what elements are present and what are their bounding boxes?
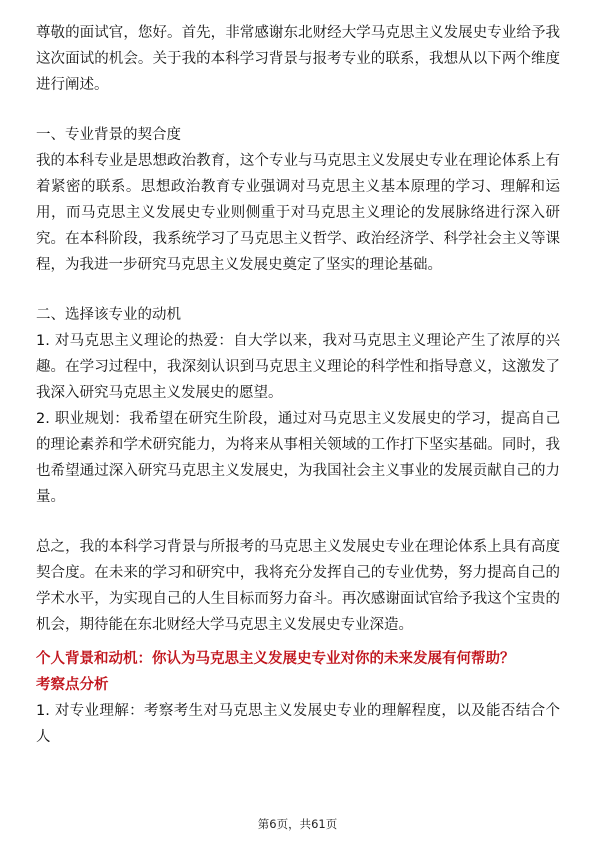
- intro-paragraph: 尊敬的面试官，您好。首先，非常感谢东北财经大学马克思主义发展史专业给予我这次面试的机会。关于我的本科学习背景与报考专业的联系，我想从以下两个维度进行阐述。: [36, 25, 560, 93]
- page-number: 第6页，共61页: [257, 817, 338, 831]
- document-body: [36, 20, 560, 750]
- section2-item2: 2. 职业规划：我希望在研究生阶段，通过对马克思主义发展史的学习，提高自己的理论素养和学术研究能力，为将来从事相关领域的工作打下坚实基础。同时，我也希望通过深入研究马克思主义发展史，为我国社会主义事业的发展贡献自己的力量。: [36, 411, 560, 505]
- section2-heading: 二、选择该专业的动机: [36, 307, 181, 323]
- question-heading: 个人背景和动机：你认为马克思主义发展史专业对你的未来发展有何帮助？: [36, 651, 515, 667]
- section1-heading: 一、专业背景的契合度: [36, 127, 181, 143]
- conclusion-paragraph: 总之，我的本科学习背景与所报考的马克思主义发展史专业在理论体系上具有高度契合度。在未来的学习和研究中，我将充分发挥自己的专业优势，努力提高自己的学术水平，为实现自己的人生目标而努力奋斗。再次感谢面试官给予我这个宝贵的机会，期待能在东北财经大学马克思主义发展史专业深造。: [36, 539, 560, 633]
- analysis-heading: 考察点分析: [36, 677, 109, 693]
- section2-item1: 1. 对马克思主义理论的热爱：自大学以来，我对马克思主义理论产生了浓厚的兴趣。在学习过程中，我深刻认识到马克思主义理论的科学性和指导意义，这激发了我深入研究马克思主义发展史的愿望。: [36, 333, 560, 401]
- analysis-item1: 1. 对专业理解：考察考生对马克思主义发展史专业的理解程度，以及能否结合个人: [36, 703, 560, 745]
- section1-paragraph: 我的本科专业是思想政治教育，这个专业与马克思主义发展史专业在理论体系上有着紧密的联系。思想政治教育专业强调对马克思主义基本原理的学习、理解和运用，而马克思主义发展史专业则侧重于对马克思主义理论的发展脉络进行深入研究。在本科阶段，我系统学习了马克思主义哲学、政治经济学、科学社会主义等课程，为我进一步研究马克思主义发展史奠定了坚实的理论基础。: [36, 153, 560, 273]
